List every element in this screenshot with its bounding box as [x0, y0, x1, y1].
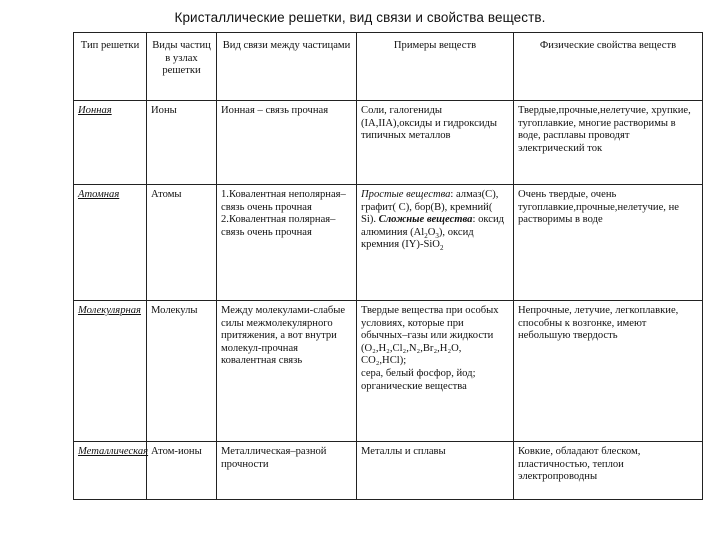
header-examples: Примеры веществ [357, 33, 514, 101]
examples-tail: сера, белый фосфор, йод; органические вещества [361, 367, 476, 392]
header-bond: Вид связи между частицами [217, 33, 357, 101]
examples-text: Твердые вещества при особых условиях, которые при обычных–газы или жидкости [361, 305, 499, 342]
crystal-lattice-table [73, 32, 703, 500]
bond-line-1: 1.Ковалентная неполярная–связь очень прочная [221, 189, 346, 213]
simple-substances: алмаз(C), графит( C), бор(B), кремний( Si). [361, 189, 499, 226]
properties-cell: Очень твердые, очень тугоплавкие,прочные,нелетучие, не растворимы в воде [514, 185, 703, 301]
type-cell: Атомная [74, 185, 147, 301]
examples-cell: Металлы и сплавы [357, 442, 514, 500]
particles-cell: Атомы [147, 185, 217, 301]
particles-cell: Ионы [147, 101, 217, 185]
bond-cell: Между молекулами-слабые силы межмолекулярного притяжения, а вот внутри молекул-прочная ковалентная связь [217, 301, 357, 442]
table-row-ionic [74, 101, 703, 185]
header-row [74, 33, 703, 101]
complex-substance-2: оксид кремния (IY)-SiO$_2$ [361, 226, 474, 253]
table-row-metallic [74, 442, 703, 500]
properties-cell: Ковкие, обладают блеском, пластичностью, теплои электропроводны [514, 442, 703, 500]
bond-cell [217, 185, 357, 301]
page-title: Кристаллические решетки, вид связи и свойства веществ. [174, 10, 546, 25]
properties-cell: Твердые,прочные,нелетучие, хрупкие, тугоплавкие, многие растворимы в воде, расплавы проводят электрический ток [514, 101, 703, 185]
header-particles: Виды частиц в узлах решетки [147, 33, 217, 101]
header-properties: Физические свойства веществ [514, 33, 703, 101]
examples-cell: Соли, галогениды (IA,IIA),оксиды и гидроксиды типичных металлов [357, 101, 514, 185]
complex-substance-1: оксид алюминия $(Al_2O_3)$, [361, 214, 505, 240]
table-row-molecular [74, 301, 703, 442]
header-type: Тип решетки [74, 33, 147, 101]
bond-line-2: 2.Ковалентная полярная–связь очень прочная [221, 214, 336, 238]
particles-cell: Атом-ионы [147, 442, 217, 500]
examples-formulas-2: CO₂,HCl); [361, 355, 407, 367]
bond-cell: Ионная – связь прочная [217, 101, 357, 185]
properties-cell: Непрочные, летучие, легкоплавкие, способны к возгонке, имеют небольшую твердость [514, 301, 703, 442]
examples-cell [357, 301, 514, 442]
complex-substances-label: Сложные вещества [378, 214, 473, 226]
type-cell: Металлическая [74, 442, 147, 500]
type-cell: Ионная [74, 101, 147, 185]
type-cell: Молекулярная [74, 301, 147, 442]
table-row-atomic [74, 185, 703, 301]
simple-substances-label: Простые вещества [361, 189, 451, 200]
particles-cell: Молекулы [147, 301, 217, 442]
bond-cell: Металлическая–разной прочности [217, 442, 357, 500]
examples-cell: Простые вещества: алмаз(C), графит( C), бор(B), кремний( Si). Сложные вещества: оксид алюминия $(Al_2O_3)$, оксид кремния (IY)-SiO$_2$ [357, 185, 514, 301]
examples-formulas-1: (O₂,H₂,Cl₂,N₂,Br₂,H₂O, [361, 342, 462, 354]
